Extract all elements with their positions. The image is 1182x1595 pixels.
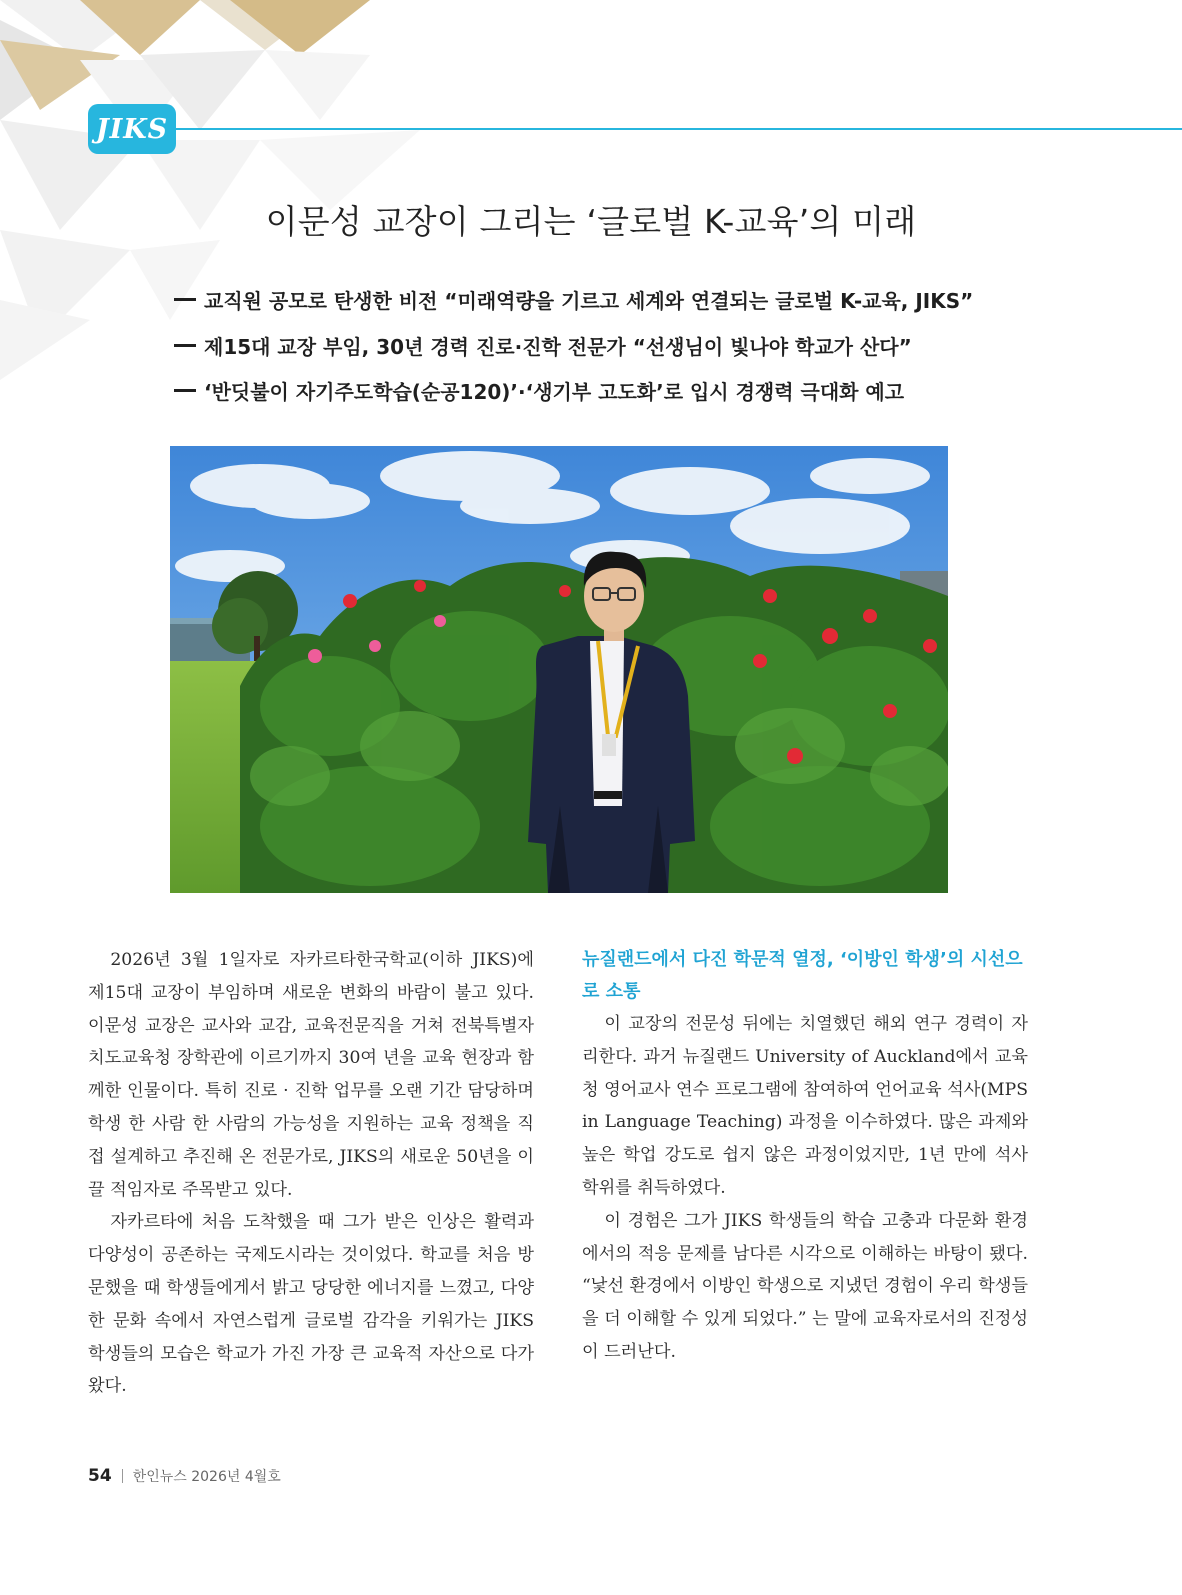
article-paragraph: 2026년 3월 1일자로 자카르타한국학교(이하 JIKS)에 제15대 교장이 부임하며 새로운 변화의 바람이 불고 있다. 이문성 교장은 교사와 교감, 교육전문직을 거쳐 전북특별자치도교육청 장학관에 이르기까지 30여 년을 교육 현장과 함께한 인물이다. 특히 진로 · 진학 업무를 오랜 기간 담당하며 학생 한 사람 한 사람의 가능성을 지원하는 교육 정책을 직접 설계하고 추진해 온 전문가로, JIKS의 새로운 50년을 이끌 적임자로 주목받고 있다.: [88, 950, 534, 1200]
geometric-background-decoration: [0, 0, 560, 380]
page-footer: [88, 1466, 281, 1486]
subheadline-text: 제15대 교장 부임, 30년 경력 진로·진학 전문가 “선생님이 빛나야 학교가 산다”: [204, 335, 912, 359]
publication-issue: 한인뉴스 2026년 4월호: [132, 1469, 281, 1485]
header-rule: [176, 128, 1182, 130]
article-paragraph: 자카르타에 처음 도착했을 때 그가 받은 인상은 활력과 다양성이 공존하는 국제도시라는 것이었다. 학교를 처음 방문했을 때 학생들에게서 밝고 당당한 에너지를 느꼈고, 다양한 문화 속에서 자연스럽게 글로벌 감각을 키워가는 JIKS 학생들의 모습은 학교가 가진 가장 큰 교육적 자산으로 다가왔다.: [88, 1212, 534, 1397]
dash-bullet: [174, 298, 196, 301]
subheadline-1: [174, 285, 973, 314]
subheadline-text: ‘반딧불이 자기주도학습(순공120)’·‘생기부 고도화’로 입시 경쟁력 극대화 예고: [204, 380, 905, 404]
principal-photo: [170, 446, 948, 893]
subheadline-text: 교직원 공모로 탄생한 비전 “미래역량을 기르고 세계와 연결되는 글로벌 K-교육, JIKS”: [204, 289, 974, 313]
article-column-right: [582, 944, 1028, 1369]
subheadline-2: [174, 331, 912, 360]
article-paragraph: 이 교장의 전문성 뒤에는 치열했던 해외 연구 경력이 자리한다. 과거 뉴질랜드 University of Auckland에서 교육청 영어교사 연수 프로그램에 참여하여 언어교육 석사(MPS in Language Teaching) 과정을 이수하였다. 많은 과제와 높은 학업 강도로 쉽지 않은 과정이었지만, 1년 만에 석사 학위를 취득하였다.: [582, 1014, 1028, 1198]
article-column-left: [88, 944, 534, 1403]
dash-bullet: [174, 344, 196, 347]
subheadline-3: [174, 376, 904, 405]
section-heading: 뉴질랜드에서 다진 학문적 열정, ‘이방인 학생’의 시선으로 소통: [582, 949, 1023, 1002]
jiks-logo-badge: [88, 104, 176, 154]
jiks-logo-text: JIKS: [95, 113, 169, 145]
footer-separator: [122, 1469, 123, 1483]
article-paragraph: 이 경험은 그가 JIKS 학생들의 학습 고충과 다문화 환경에서의 적응 문제를 남다른 시각으로 이해하는 바탕이 됐다. “낯선 환경에서 이방인 학생으로 지냈던 경험이 우리 학생들을 더 이해할 수 있게 되었다.” 는 말에 교육자로서의 진정성이 드러난다.: [582, 1210, 1028, 1362]
dash-bullet: [174, 389, 196, 392]
article-headline: 이문성 교장이 그리는 ‘글로벌 K-교육’의 미래: [265, 202, 917, 241]
page-number: 54: [88, 1466, 112, 1486]
